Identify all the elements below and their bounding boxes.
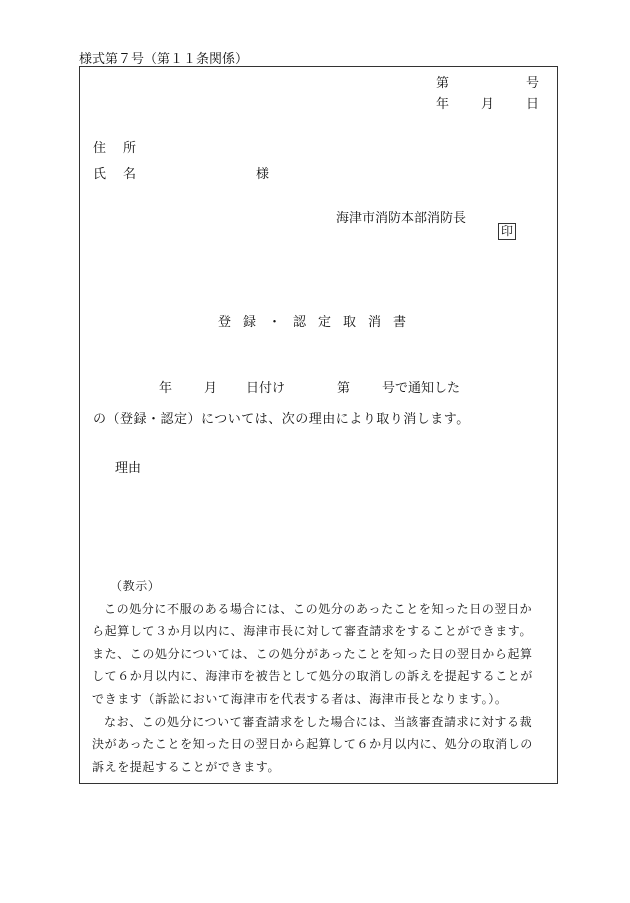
body-notified: 号で通知した bbox=[382, 381, 461, 396]
body-month: 月 bbox=[204, 381, 218, 396]
notice-paragraph-1: この処分に不服のある場合には、この処分のあったことを知った日の翌日から起算して３か月以内に、海津市長に対して審査請求をすることができます。また、この処分については、この処分があったことを知った日の翌日から起算して６か月以内に、海津市を被告として処分の取消しの訴えを提起することができます（訴訟において海津市を代表する者は、海津市長となります。）。 bbox=[92, 601, 534, 706]
document-title: 登録・認定取消書 bbox=[218, 315, 419, 330]
notice-heading: （教示） bbox=[110, 579, 161, 593]
date-year: 年 bbox=[436, 97, 450, 112]
notice-paragraph-2: なお、この処分について審査請求をした場合には、当該審査請求に対する裁決があったことを知った日の翌日から起算して６か月以内に、処分の取消しの訴えを提起することができます。 bbox=[92, 714, 533, 774]
appeal-notice bbox=[92, 575, 544, 778]
form-number-label: 様式第７号（第１１条関係） bbox=[79, 52, 249, 67]
body-year: 年 bbox=[159, 381, 173, 396]
document-frame bbox=[79, 66, 558, 784]
body-statement: の（登録・認定）については、次の理由により取り消します。 bbox=[93, 412, 470, 427]
date-month: 月 bbox=[481, 97, 495, 112]
date-day: 日 bbox=[526, 97, 540, 112]
address-label: 住 所 bbox=[93, 141, 139, 156]
body-number-prefix: 第 bbox=[337, 381, 351, 396]
doc-number-suffix: 号 bbox=[526, 76, 540, 91]
doc-number-label: 第 bbox=[436, 76, 450, 91]
honorific-sama: 様 bbox=[256, 167, 270, 182]
name-label: 氏 名 bbox=[93, 167, 139, 182]
seal-mark: 印 bbox=[498, 223, 516, 240]
reason-label: 理由 bbox=[115, 461, 142, 476]
body-dated: 日付け bbox=[246, 381, 286, 396]
issuer-title: 海津市消防本部消防長 bbox=[336, 211, 467, 226]
